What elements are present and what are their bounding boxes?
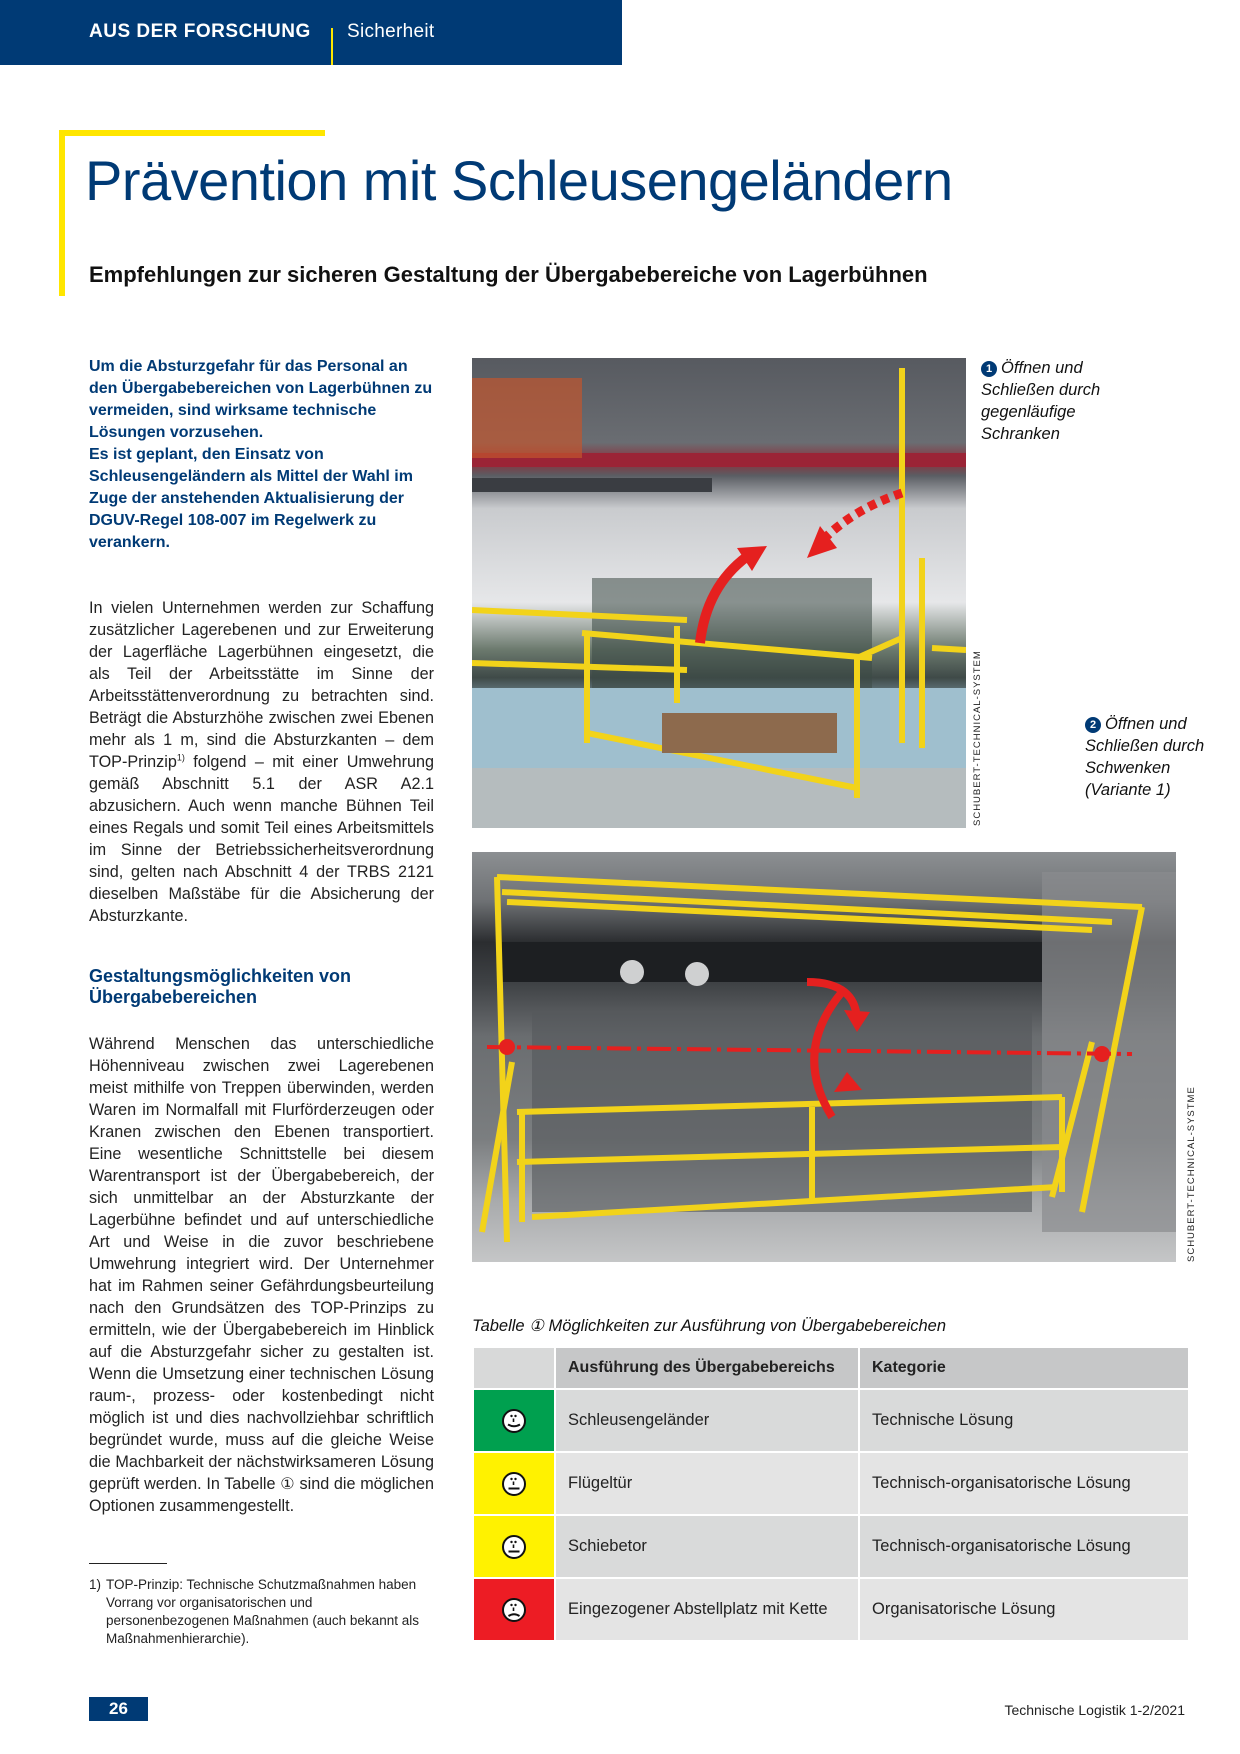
execution-cell: Schiebetor xyxy=(555,1515,859,1578)
table-row xyxy=(473,1578,1189,1641)
footnote-rule xyxy=(89,1563,167,1564)
footnote-ref[interactable]: 1) xyxy=(176,752,185,763)
photo-credit: SCHUBERT-TECHNICAL-SYSTME xyxy=(1186,1086,1197,1262)
smiley-happy-icon xyxy=(501,1408,527,1434)
execution-cell: Flügeltür xyxy=(555,1452,859,1515)
caption-text: Öffnen und Schließen durch Schwenken (Variante 1) xyxy=(1085,715,1205,799)
smiley-neutral-icon xyxy=(501,1471,527,1497)
figure-number-badge: 2 xyxy=(1085,717,1101,733)
table-header-row xyxy=(473,1347,1189,1389)
options-table xyxy=(472,1346,1190,1642)
title-bracket-top xyxy=(59,130,325,136)
caption-text: Öffnen und Schließen durch gegenläufige Schranken xyxy=(981,359,1101,443)
rating-cell-yellow xyxy=(473,1515,555,1578)
header-divider xyxy=(331,28,333,65)
section-header-band xyxy=(0,0,622,65)
footnote xyxy=(89,1576,429,1648)
page-number: 26 xyxy=(89,1697,148,1721)
rating-cell-red xyxy=(473,1578,555,1641)
table-header-execution: Ausführung des Übergabebereichs xyxy=(555,1347,859,1389)
smiley-neutral-icon xyxy=(501,1534,527,1560)
table-row xyxy=(473,1389,1189,1452)
title-bracket-left xyxy=(59,130,65,296)
category-cell: Technisch-organisatorische Lösung xyxy=(859,1452,1189,1515)
barrier-gate-illustration xyxy=(472,358,966,828)
category-cell: Technisch-organisatorische Lösung xyxy=(859,1515,1189,1578)
figure-2-caption xyxy=(1085,713,1205,801)
swing-gate-illustration xyxy=(472,852,1176,1262)
article-lead xyxy=(89,356,434,554)
footnote-number: 1) xyxy=(89,1577,102,1592)
rating-cell-green xyxy=(473,1389,555,1452)
category-cell: Organisatorische Lösung xyxy=(859,1578,1189,1641)
category-label: Sicherheit xyxy=(347,21,435,42)
table-header-category: Kategorie xyxy=(859,1347,1189,1389)
body-text: folgend – mit einer Umwehrung gemäß Abschnitt 5.1 der ASR A2.1 abzusichern. Auch wenn manche Bühnen Teil eines Regals und somit Teil eines Arbeitsmittels im Sinne der Betriebssicherheitsverordnung sind, gelten nach Abschnitt 4 der TRBS 2121 dieselben Maßstäbe für die Absicherung der Absturzkante. xyxy=(89,753,434,925)
table-header-indicator xyxy=(473,1347,555,1389)
section-label: AUS DER FORSCHUNG xyxy=(89,21,311,42)
category-cell: Technische Lösung xyxy=(859,1389,1189,1452)
table-row xyxy=(473,1452,1189,1515)
body-text-design xyxy=(89,1033,434,1517)
execution-cell: Schleusengeländer xyxy=(555,1389,859,1452)
section-heading: Gestaltungsmöglichkeiten von Übergabebereichen xyxy=(89,966,352,1007)
lead-paragraph: Um die Absturzgefahr für das Personal an den Übergabebereichen von Lagerbühnen zu vermeiden, sind wirksame technische Lösungen vorzusehen. xyxy=(89,358,433,441)
figure-1-photo xyxy=(472,358,966,828)
body-text-intro xyxy=(89,597,434,927)
body-text: In vielen Unternehmen werden zur Schaffung zusätzlicher Lagerebenen und zur Erweiterung der Lagerfläche Lagerbühnen eingesetzt, die als Teil der Arbeitsstätte im Sinne der Arbeitsstättenverordnung zu betrachten sind. Beträgt die Absturzhöhe zwischen zwei Ebenen mehr als 1 m, sind die Absturzkanten – dem TOP-Prinzip xyxy=(89,599,434,771)
journal-issue: Technische Logistik 1-2/2021 xyxy=(1004,1702,1185,1718)
article-subtitle: Empfehlungen zur sicheren Gestaltung der Übergabebereiche von Lagerbühnen xyxy=(89,262,928,287)
figure-number-badge: 1 xyxy=(981,361,997,377)
photo-credit: SCHUBERT-TECHNICAL-SYSTEM xyxy=(972,650,983,826)
lead-paragraph: Es ist geplant, den Einsatz von Schleusengeländern als Mittel der Wahl im Zuge der anstehenden Aktualisierung der DGUV-Regel 108-007 im Regelwerk zu verankern. xyxy=(89,446,413,551)
rating-cell-yellow xyxy=(473,1452,555,1515)
figure-2-photo xyxy=(472,852,1176,1262)
execution-cell: Eingezogener Abstellplatz mit Kette xyxy=(555,1578,859,1641)
table-row xyxy=(473,1515,1189,1578)
table-caption: Tabelle ① Möglichkeiten zur Ausführung von Übergabebereichen xyxy=(472,1317,947,1335)
body-paragraph xyxy=(89,597,434,927)
footnote-text: TOP-Prinzip: Technische Schutzmaßnahmen haben Vorrang vor organisatorischen und personenbezogenen Maßnahmen (auch bekannt als Maßnahmenhierarchie). xyxy=(106,1577,419,1646)
article-title: Prävention mit Schleusengeländern xyxy=(85,149,953,212)
figure-1-caption xyxy=(981,357,1141,445)
smiley-sad-icon xyxy=(501,1597,527,1623)
body-paragraph: Während Menschen das unterschiedliche Höhenniveau zwischen zwei Lagerebenen meist mithilfe von Treppen überwinden, werden Waren im Normalfall mit Flurförderzeugen oder Kranen zwischen den Ebenen transportiert. Eine wesentliche Schnittstelle bei diesem Warentransport ist der Übergabebereich, der sich unmittelbar an der Absturzkante der Lagerbühne befindet und auf unterschiedliche Art und Weise in die zuvor beschriebene Umwehrung integriert wird. Der Unternehmer hat im Rahmen seiner Gefährdungsbeurteilung nach den Grundsätzen des TOP-Prinzips zu ermitteln, wie der Übergabebereich im Hinblick auf die Absturzgefahr sicher zu gestalten ist. Wenn die Umsetzung einer technischen Lösung raum-, prozess- oder kostenbedingt nicht möglich ist und dies nachvollziehbar schriftlich begründet wurde, muss auf die gleiche Weise die Machbarkeit der nächstwirksameren Lösung geprüft werden. In Tabelle ① sind die möglichen Optionen zusammengestellt. xyxy=(89,1035,434,1515)
